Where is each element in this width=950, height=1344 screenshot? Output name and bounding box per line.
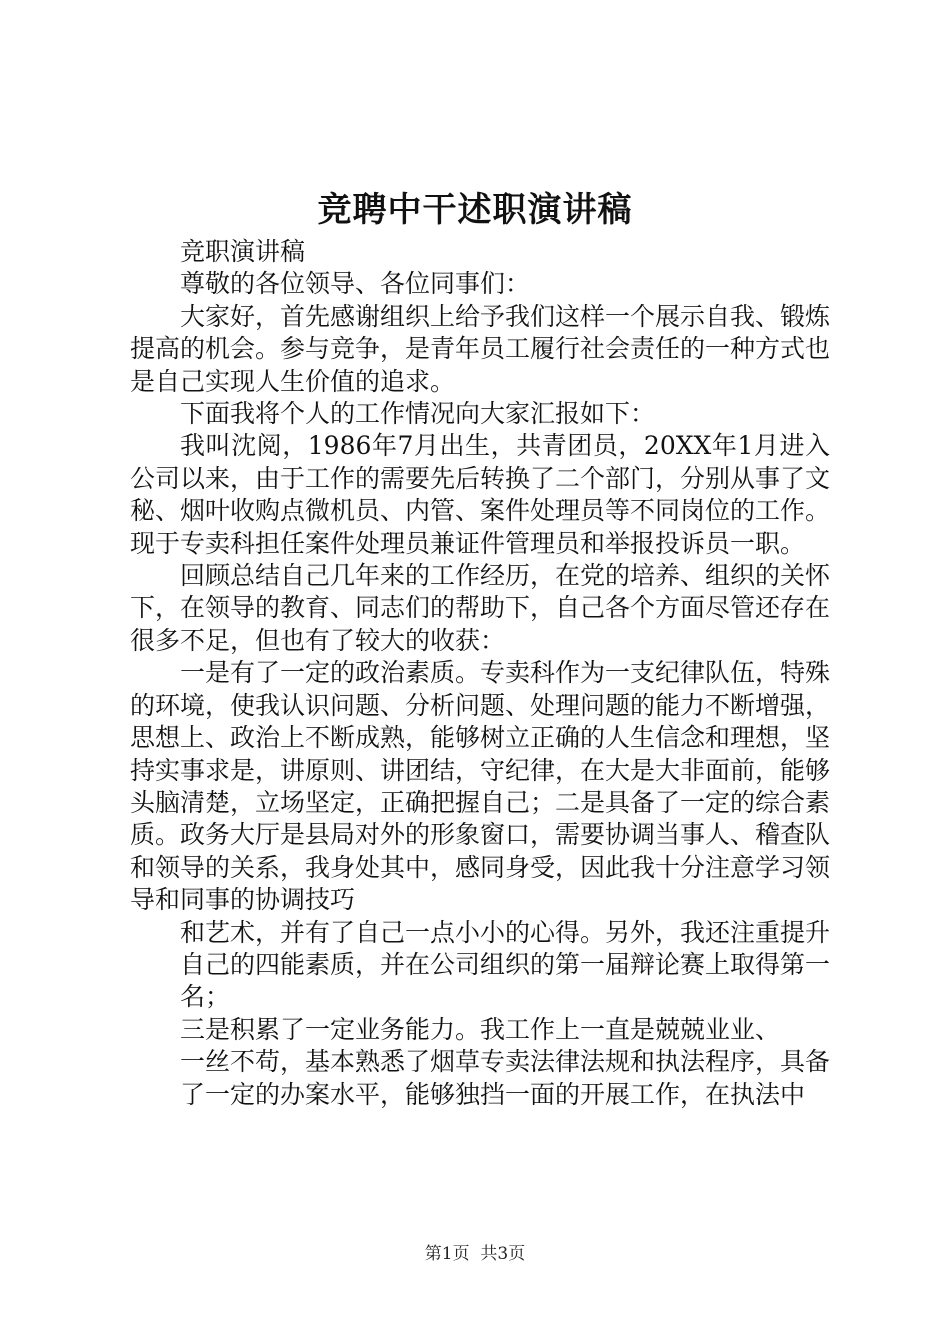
paragraph: 大家好，首先感谢组织上给予我们这样一个展示自我、锻炼提高的机会。参与竞争，是青年员工履行社会责任的一种方式也是自己实现人生价值的追求。 bbox=[130, 301, 831, 396]
document-title: 竞聘中干述职演讲稿 bbox=[317, 190, 633, 230]
paragraph: 一丝不苟，基本熟悉了烟草专卖法律法规和执法程序，具备 bbox=[180, 1047, 831, 1077]
paragraph: 名； bbox=[180, 982, 231, 1012]
paragraph: 竞职演讲稿 bbox=[180, 237, 306, 266]
page-number: 第1页 bbox=[424, 1244, 470, 1264]
paragraph: 下面我将个人的工作情况向大家汇报如下： bbox=[180, 399, 656, 429]
paragraph: 和艺术，并有了自己一点小小的心得。另外，我还注重提升 bbox=[180, 917, 831, 947]
paragraph: 回顾总结自己几年来的工作经历，在党的培养、组织的关怀下，在领导的教育、同志们的帮助下，自己各个方面尽管还存在很多不足，但也有了较大的收获： bbox=[130, 561, 831, 655]
document-body bbox=[130, 236, 830, 1111]
page-footer bbox=[0, 1242, 950, 1266]
page-total: 共3页 bbox=[480, 1244, 526, 1264]
paragraph: 三是积累了一定业务能力。我工作上一直是兢兢业业、 bbox=[180, 1014, 781, 1044]
paragraph: 了一定的办案水平，能够独挡一面的开展工作，在执法中 bbox=[180, 1079, 806, 1109]
paragraph: 我叫沈阅，1986年7月出生，共青团员，20XX年1月进入公司以来，由于工作的需要先后转换了二个部门，分别从事了文秘、烟叶收购点微机员、内管、案件处理员等不同岗位的工作。现于专卖科担任案件处理员兼证件管理员和举报投诉员一职。 bbox=[130, 431, 831, 558]
paragraph: 自己的四能素质，并在公司组织的第一届辩论赛上取得第一 bbox=[180, 949, 831, 979]
paragraph: 尊敬的各位领导、各位同事们： bbox=[180, 269, 531, 299]
paragraph: 一是有了一定的政治素质。专卖科作为一支纪律队伍，特殊的环境，使我认识问题、分析问题、处理问题的能力不断增强，思想上、政治上不断成熟，能够树立正确的人生信念和理想，坚持实事求是，讲原则、讲团结，守纪律，在大是大非面前，能够头脑清楚，立场坚定，正确把握自己；二是具备了一定的综合素质。政务大厅是县局对外的形象窗口，需要协调当事人、稽查队和领导的关系，我身处其中，感同身受，因此我十分注意学习领导和同事的协调技巧 bbox=[130, 658, 831, 915]
